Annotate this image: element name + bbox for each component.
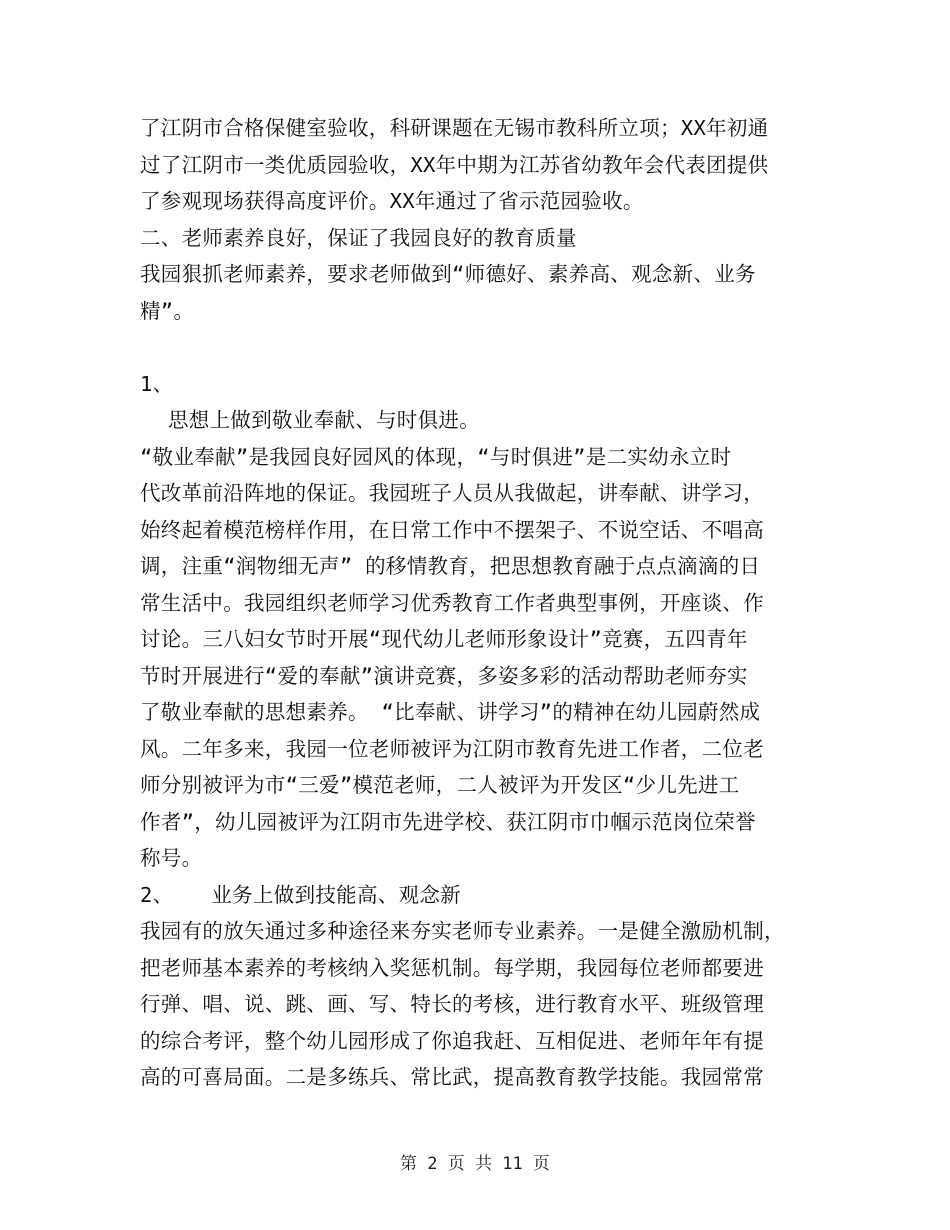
- list-number: 1、: [140, 371, 174, 396]
- text-line: “敬业奉献”是我园良好园风的体现，“与时俱进”是二实幼永立时: [140, 444, 732, 469]
- blank-line: [140, 329, 805, 366]
- text-line: 常生活中。我园组织老师学习优秀教育工作者典型事例，开座谈、作: [140, 590, 764, 615]
- page-number-footer: 第 2 页 共 11 页: [400, 1154, 550, 1174]
- text-line: 的综合考评，整个幼儿园形成了你追我赶、互相促进、老师年年有提: [140, 1028, 764, 1053]
- text-line: 高的可喜局面。二是多练兵、常比武，提高教育教学技能。我园常常: [140, 1065, 764, 1089]
- text-line: 把老师基本素养的考核纳入奖惩机制。每学期，我园每位老师都要进: [140, 955, 764, 980]
- text-line: 我园有的放矢通过多种途径来夯实老师专业素养。一是健全激励机制，: [140, 919, 785, 943]
- text-line: 节时开展进行“爱的奉献”演讲竞赛，多姿多彩的活动帮助老师夯实: [140, 663, 748, 688]
- text-line: 作者”，幼儿园被评为江阴市先进学校、获江阴市巾帼示范岗位荣誉: [140, 809, 756, 834]
- text-line: 我园狠抓老师素养，要求老师做到“师德好、素养高、观念新、业务: [140, 262, 756, 286]
- subsection-heading: 2、 业务上做到技能高、观念新: [140, 882, 461, 907]
- text-line: 始终起着模范榜样作用，在日常工作中不摆架子、不说空话、不唱高: [140, 517, 764, 542]
- text-line: 讨论。三八妇女节时开展“现代幼儿老师形象设计”竞赛，五四青年: [140, 627, 748, 651]
- subsection-heading: 思想上做到敬业奉献、与时俱进。: [168, 408, 480, 432]
- document-body: [140, 110, 805, 1096]
- text-line: 精”。: [140, 298, 195, 323]
- text-line: 过了江阴市一类优质园验收，XX年中期为江苏省幼教年会代表团提供: [140, 152, 769, 177]
- text-line: 了江阴市合格保健室验收，科研课题在无锡市教科所立项；XX年初通: [140, 116, 769, 140]
- text-line: 师分别被评为市“三爱”模范老师，二人被评为开发区“少儿先进工: [140, 773, 740, 797]
- text-line: 称号。: [140, 846, 203, 870]
- text-line: 风。二年多来，我园一位老师被评为江阴市教育先进工作者，二位老: [140, 736, 764, 761]
- text-line: 了参观现场获得高度评价。XX年通过了省示范园验收。: [140, 189, 644, 213]
- text-line: 了敬业奉献的思想素养。 “比奉献、讲学习”的精神在幼儿园蔚然成: [140, 700, 761, 724]
- section-heading: 二、老师素养良好，保证了我园良好的教育质量: [140, 225, 577, 250]
- text-line: 代改革前沿阵地的保证。我园班子人员从我做起，讲奉献、讲学习，: [140, 481, 764, 505]
- text-line: 调，注重“润物细无声” 的移情教育，把思想教育融于点点滴滴的日: [140, 554, 761, 578]
- text-line: 行弹、唱、说、跳、画、写、特长的考核，进行教育水平、班级管理: [140, 992, 764, 1016]
